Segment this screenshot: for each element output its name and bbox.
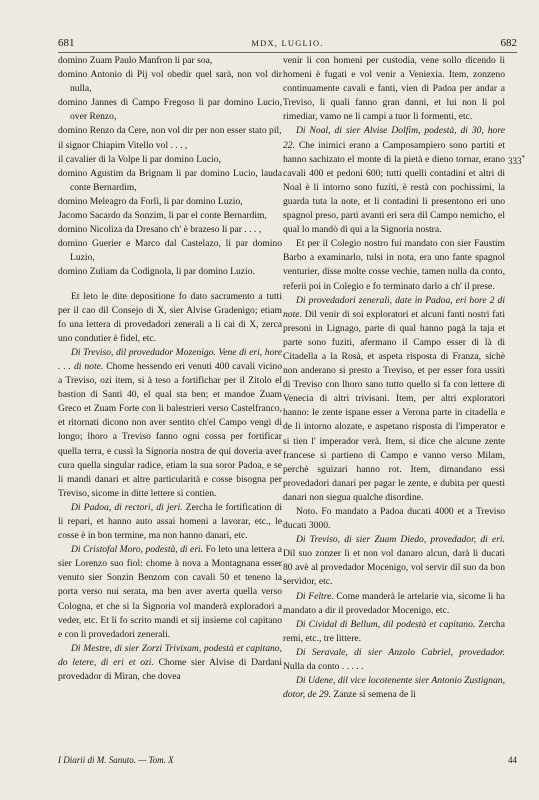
paragraph-noto: Noto. Fo mandato a Padoa ducati 4000 et a Treviso ducati 3000. [283, 506, 505, 532]
entry-heading: Di Seravale, di sier Anzolo Cabriel, provedador. [296, 646, 505, 658]
entry-heading: Di Padoa, di rectori, di jeri. [71, 501, 183, 513]
footer-title: I Diarii di M. Sanuto. — Tom. X [58, 755, 174, 765]
entry-text: Nulla da conto . . . . . [283, 661, 364, 673]
list-item: domino Nicoliza da Dresano ch' è brazeso li par . . . , [58, 224, 262, 236]
list-item: domino Meleagro da Forlì, li par domino Luzio, [58, 195, 243, 207]
list-item: domino Antonio di Pij vol obedir quel sarà, non vol dir nulla, [58, 69, 282, 95]
margin-number: 333 [508, 156, 522, 166]
left-column [58, 54, 282, 684]
paragraph-mestre [58, 642, 282, 684]
paragraph-treviso [58, 346, 282, 501]
entry-text: Chome sier Alvise di Dardani provedador di Miran, che dovea [58, 656, 283, 683]
list-item: domino Renzo da Cere, non vol dir per non esser stato pil, [58, 125, 282, 137]
list-item: domino Zuliam da Codignola, li par domino Luzio. [58, 266, 255, 278]
page-number-left: 681 [58, 37, 75, 49]
entry-text: Come manderà le artelarie via, sicome li ha mandato a dir il provedador Mocenigo, etc. [283, 590, 505, 616]
entry-heading: Di Noal, di sier Alvise Dolfim, podestà, di 30, hore 22. [283, 125, 505, 151]
page-number-right: 682 [500, 37, 517, 49]
paragraph-udene [283, 674, 505, 702]
entry-text: Zercha le fortification di li repari, et hanno auto assai homeni a lavorar, etc., le cosse è in bon termine, ma non hanno danari, etc. [58, 501, 282, 542]
entry-text: Fo leto una lettera a sier Lorenzo suo fiol: chome à nova a Montagnana esser venuto sier Sonzin Benzom con cavali 50 et teneno la porta verso nui serata, ma ben aver averta quella verso Cologna, et che si la Signoria vol manderà exploradori a veder, etc. Et li fo scrito mandi et sij insieme col capitano e con li provedadori zenerali. [58, 544, 282, 640]
paragraph-seravale [283, 646, 505, 674]
header-title: MDX, LUGLIO. [251, 38, 324, 48]
running-header [58, 37, 517, 51]
paragraph-colegio: Et per il Colegio nostro fui mandato con sier Faustim Barbo a examinarlo, tulsi in nota, era uno fante spagnol venturier, disse molte cosse vechie, tamen nulla da conto, referii poi in Colegio e fo terminato darlo a ch' il prese. [283, 238, 505, 292]
entry-text: Zercha remi, etc., tre littere. [283, 618, 505, 644]
list-item: il cavalier di la Volpe li par domino Lucio, [58, 153, 221, 165]
names-list [58, 54, 282, 280]
paragraph-feltre [283, 590, 505, 618]
list-item: il signor Chiapim Vitello vol . . . , [58, 139, 188, 151]
list-item: domino Guerier e Marco dal Castelazo, li par domino Luzio, [58, 238, 282, 264]
entry-heading: Di Feltre. [296, 590, 334, 602]
list-item: domino Agustim da Brignam li par domino Lucio, lauda conte Bernardim, [58, 167, 282, 193]
entry-heading: Di Cristofal Moro, podestà, di eri. [71, 544, 204, 556]
paragraph-provedadori [283, 294, 505, 505]
header-rule [58, 52, 517, 53]
margin-line-number [508, 154, 525, 166]
paragraph-padoa [58, 501, 282, 543]
signature-number: 44 [508, 755, 517, 765]
paragraph-diedo [283, 533, 505, 589]
entry-heading: Di Treviso, dil provedador Mozenigo. Vene di eri, hore . . . di note. [58, 346, 282, 372]
entry-text: Dil venir di soi exploratori et alcuni fanti nostri fati presoni in Lignago, parte di qual hanno pagà la taja et parte sono fuziti, afermano il Campo esser di là di Citadella a la Rosà, et aspeta risposta di Franza, sichè non anderano si presto a Treviso, et per esser fora ussiti di Treviso con lhoro sano tutto quello si fa con lettere di Venecia di altri trivisani. Item, per altri exploratori hanno: le zente ispane esser a Verona parte in citadella e de lì intorno alozate, e aspetano risposta di l'imperator e si tien l' imperador verà. Item, si dice che alcune zente francese si partieno di Campo e vanno verso Milam, perchè sguizari hanno rot. Item, dimandano essi provedadori danari per pagar le zente, e dubita per questi danari non siegua qualche disordine. [283, 308, 505, 503]
entry-heading: Di Cividal di Bellum, dil podestà et capitano. [296, 618, 476, 630]
list-item: Jacomo Sacardo da Sonzim, li par el conte Bernardim, [58, 210, 267, 222]
list-item: domino Zuam Paulo Manfron li par soa, [58, 55, 213, 66]
entry-text: Che inimici erano a Camposampiero sono partiti et hanno sachizato el monte di la pietà e dieno tornar, erano cavali 400 et pedoni 600; tutti quelli contadini et altri di Noal è li intorno sono fuziti, è restà con pochissimi, la guarda tuta la note, et li contadini li presentono eri uno spagnol preso, partì avanti eri sera dil Campo nemicho, el qual lo mandò di qui a la Signoria nostra. [283, 139, 505, 236]
entry-heading: Di Mestre, di sier Zorzi Trivixam, podestà et capitano, do letere, di eri et ozi. [58, 642, 282, 668]
paragraph-continued: venir li con homeni per custodia, vene sollo dicendo li homeni è fugati e vol venir a Veniexia. Item, zonzeno continuamente cavali e fanti, vien di Padoa per andar a Treviso, li quali fanno gran danni, et lui non li pol rimediar, vamo ne li campi a tuor li formenti, etc. [283, 55, 505, 123]
entry-heading: Di provedadori zenerali, date in Padoa, eri hore 2 di note. [283, 294, 505, 320]
entry-text: Zanze si semena de li [330, 689, 416, 701]
entry-heading: Di Treviso, di sier Zuam Diedo, provedador, di eri. [296, 534, 505, 546]
entry-heading: Di Udene, dil vice locotenente sier Antonio Zustignan, dotor, de 29. [283, 675, 505, 701]
paragraph-noal [283, 124, 505, 237]
list-item: domino Jannes di Campo Fregoso li par domino Lucio, over Renzo, [58, 97, 282, 123]
right-column [283, 54, 505, 702]
entry-text: Chome hessendo eri venuti 400 cavali vicino a Treviso, ozi item, si à teso a fortifichar per il Zitolo el bastion di Santi 40, el qual sta ben; et mandoe Zuam Greco et Zuam Forte con li balestrieri verso Castelfranco, et ritornati dicono non aver sentito ch'el Campo vengi di longo; lhoro a Treviso fanno ogni cossa per fortificar quella terra, e cussì la Signoria nostra de qui doveria aver cura quella singular radice, etiam la sua soror Padoa, e se li mandi danari et altre particularità e cosse bisogna per Treviso, sicome in ditte lettere si contien. [58, 360, 283, 499]
entry-text: Dil suo zonzer lì et non vol danaro alcun, darà li ducati 80 avè al provedador Mocenigo, vol servir dil suo da bon servidor, etc. [283, 548, 505, 588]
margin-asterisk: * [521, 154, 525, 162]
paragraph-sacramento: Et leto le dite depositione fo dato sacramento a tutti per il cao dil Consejo di X, sier Alvise Gradenigo; etiam fo una lettera di provedadori zenerali a li cai di X, zerca uno condutier è fidel, etc. [58, 290, 282, 344]
paragraph-cividal [283, 618, 505, 646]
paragraph-moro [58, 543, 282, 642]
